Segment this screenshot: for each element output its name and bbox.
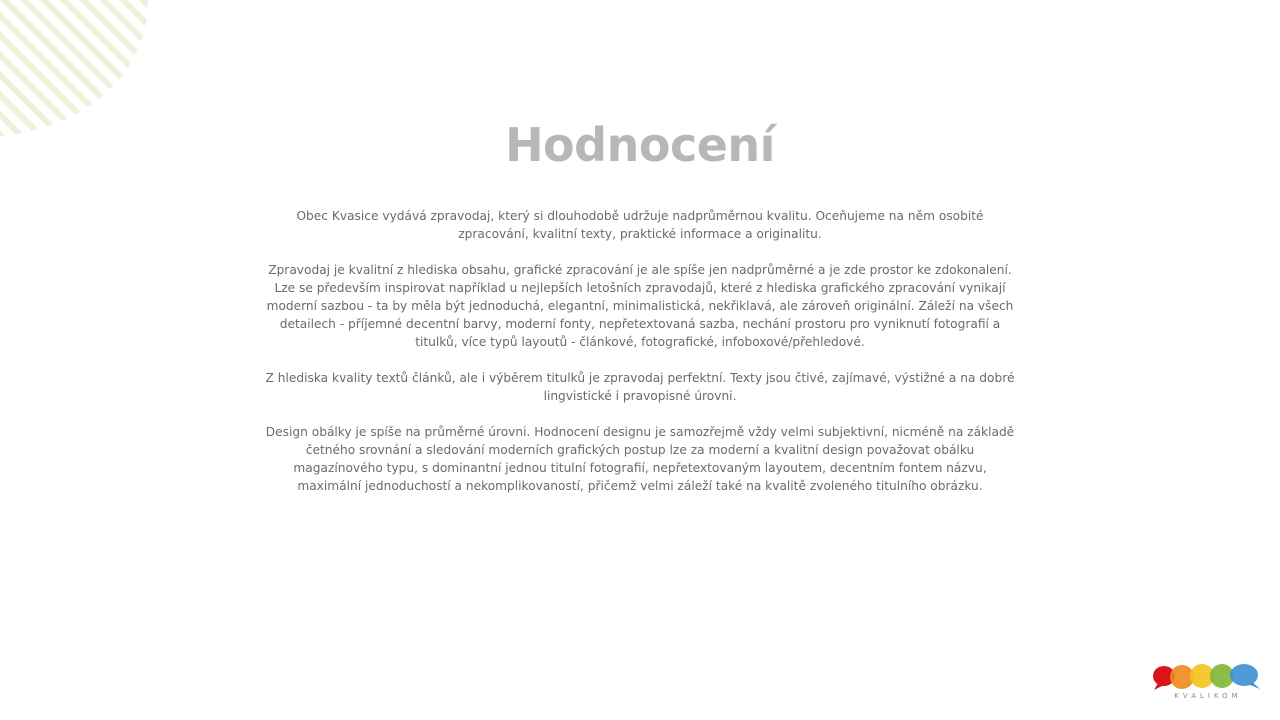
paragraph-graphics: Zpravodaj je kvalitní z hlediska obsahu, grafické zpracování je ale spíše jen nadprůměrné a je zde prostor ke zdokonalení. Lze se především inspirovat například u nejlepších letošních zpravodajů, které z hlediska grafického zpracování vynikají moderní sazbou - ta by měla být jednoduchá, elegantní, minimalistická, nekřiklavá, ale zároveň originální. Záleží na všech detailech - příjemné decentní barvy, moderní fonty, nepřetextovaná sazba, nechání prostoru pro vyniknutí fotografií a titulků, více typů layoutů - článkové, fotografické, infoboxové/přehledové. [266,263,1014,349]
logo-wordmark: KVALIKOM [1174,692,1242,700]
paragraph-texts: Z hlediska kvality textů článků, ale i výběrem titulků je zpravodaj perfektní. Texty jsou čtivé, zajímavé, výstižné a na dobré lingvistické i pravopisné úrovni. [265,371,1015,403]
paragraph-intro: Obec Kvasice vydává zpravodaj, který si dlouhodobě udržuje nadprůměrnou kvalitu. Oceňujeme na něm osobité zpracování, kvalitní texty, praktické informace a originalitu. [296,209,984,241]
paragraph-cover-design: Design obálky je spíše na průměrné úrovni. Hodnocení designu je samozřejmě vždy velmi subjektivní, nicméně na základě četného srovnání a sledování moderních grafických postup lze za moderní a kvalitní design považovat obálku magazínového typu, s dominantní jednou titulní fotografií, nepřetextovaným layoutem, decentním fontem názvu, maximální jednoduchostí a nekomplikovaností, přičemž velmi záleží také na kvalitě zvoleného titulního obrázku. [265,425,1015,493]
slide-body [260,207,1020,513]
logo-bubble-blue [1230,664,1258,686]
slide-title: Hodnocení [505,118,775,172]
